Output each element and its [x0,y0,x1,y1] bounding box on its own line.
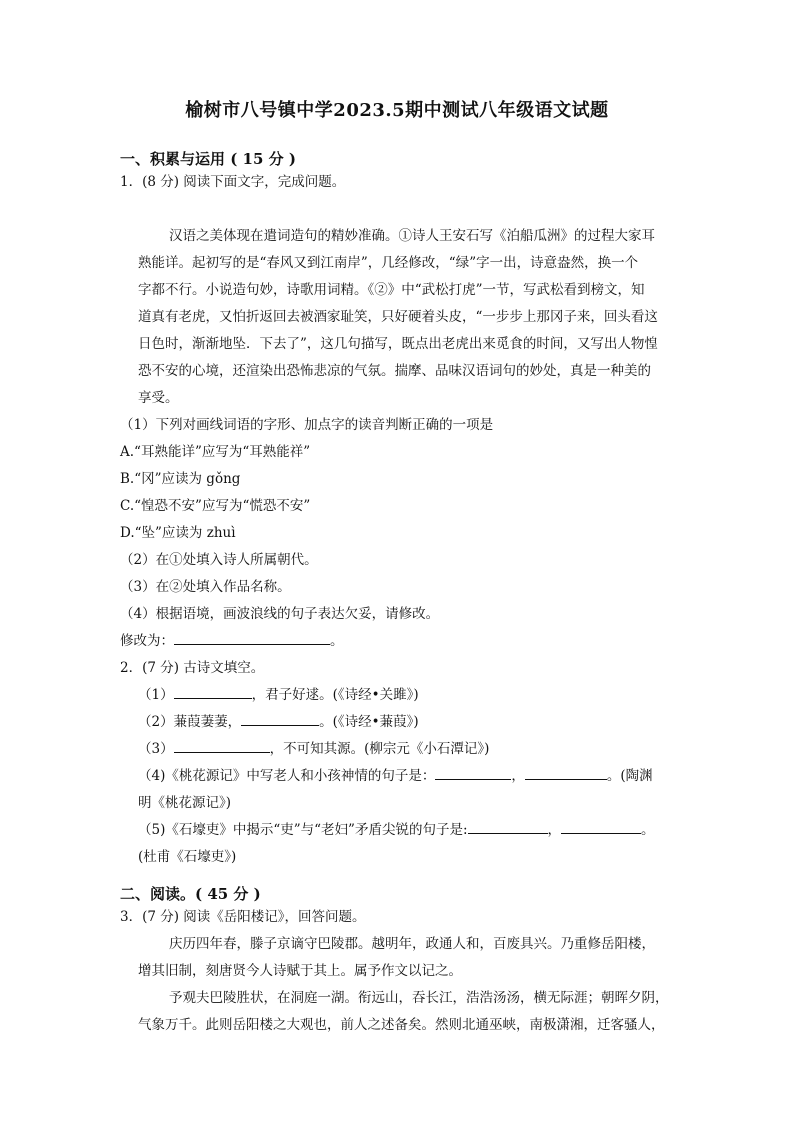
section-heading-2: 二、阅读。( 45 分 ) [120,885,261,903]
question-3-stem: 3．(7 分) 阅读《岳阳楼记》，回答问题。 [120,909,366,925]
fill-separator: ， [511,768,525,784]
poem-fill-3 [138,740,489,758]
fill-source: 。(《诗经•蒹葭》) [319,714,419,730]
option-a: A.“耳熟能详”应写为“耳熟能祥” [120,444,311,460]
poem-fill-2 [138,713,419,731]
answer-blank[interactable] [174,740,270,753]
poem-fill-5 [138,821,655,839]
passage-line: 庆历四年春，滕子京谪守巴陵郡。越明年，政通人和，百废具兴。乃重修岳阳楼， [169,936,655,952]
question-1-stem: 1．(8 分) 阅读下面文字，完成问题。 [120,174,346,190]
section-heading-1: 一、积累与运用 ( 15 分 ) [120,150,296,168]
exam-title: 榆树市八号镇中学2023.5期中测试八年级语文试题 [185,100,609,121]
passage-line: 予观夫巴陵胜状，在洞庭一湖。衔远山，吞长江，浩浩汤汤，横无际涯；朝晖夕阴， [169,990,669,1006]
revision-answer-line [120,632,344,650]
fill-source: 。 [641,822,655,838]
answer-blank[interactable] [435,767,511,780]
revision-prefix: 修改为： [120,633,174,649]
answer-blank[interactable] [174,686,252,699]
answer-blank[interactable] [525,767,607,780]
answer-blank[interactable] [241,713,319,726]
fill-label: （1） [138,687,174,703]
passage-line: 恐不安的心境，还渲染出恐怖悲凉的气氛。揣摩、品味汉语词句的妙处，真是一种美的 [138,363,651,379]
poem-fill-4-source: 明《桃花源记》) [138,795,232,811]
sub-question-1: （1）下列对画线词语的字形、加点字的读音判断正确的一项是 [120,417,494,433]
sub-question-2: （2）在①处填入诗人所属朝代。 [120,552,318,568]
fill-label: （2）蒹葭萋萋， [138,714,242,730]
answer-blank[interactable] [174,632,330,645]
answer-blank[interactable] [468,821,548,834]
fill-source: 。(陶渊 [606,768,653,784]
option-b: B.“冈”应读为 gǒng [120,471,241,487]
passage-line: 气象万千。此则岳阳楼之大观也，前人之述备矣。然则北通巫峡，南极潇湘，迁客骚人， [138,1017,665,1033]
sub-question-3: （3）在②处填入作品名称。 [120,579,291,595]
passage-line: 享受。 [138,390,179,406]
sub-question-4: （4）根据语境，画波浪线的句子表达欠妥，请修改。 [120,606,440,622]
passage-line: 字都不行。小说造句妙，诗歌用词精。《②》中“武松打虎”一节，写武松看到榜文，知 [138,282,645,298]
passage-line: 增其旧制，刻唐贤今人诗赋于其上。属予作文以记之。 [138,963,462,979]
passage-line: 汉语之美体现在遣词造句的精妙准确。①诗人王安石写《泊船瓜洲》的过程大家耳 [169,228,655,244]
fill-label: （5)《石壕吏》中揭示“吏”与“老妇”矛盾尖锐的句子是: [138,822,468,838]
passage-line: 道真有老虎，又怕折返回去被酒家耻笑，只好硬着头皮，“一步步上那冈子来，回头看这 [138,309,658,325]
poem-fill-5-source: (杜甫《石壕吏》) [138,849,237,865]
revision-suffix: 。 [330,633,344,649]
fill-separator: ， [547,822,562,838]
fill-label: （4)《桃花源记》中写老人和小孩神情的句子是： [138,768,436,784]
option-d: D.“坠”应读为 zhuì [120,525,236,541]
passage-line: 熟能详。起初写的是“春风又到江南岸”，几经修改，“绿”字一出，诗意盎然，换一个 [138,255,639,271]
passage-line: 日色时，渐渐地坠．下去了”，这几句描写，既点出老虎出来觅食的时间，又写出人物惶 [138,336,658,352]
poem-fill-1 [138,686,419,704]
poem-fill-4 [138,767,653,785]
option-c: C.“惶恐不安”应写为“慌恐不安” [120,498,311,514]
question-2-stem: 2．(7 分) 古诗文填空。 [120,660,265,676]
fill-label: （3） [138,741,174,757]
fill-source: ，君子好逑。(《诗经•关雎》) [251,687,419,703]
fill-source: ，不可知其源。(柳宗元《小石潭记》) [269,741,490,757]
answer-blank[interactable] [561,821,641,834]
